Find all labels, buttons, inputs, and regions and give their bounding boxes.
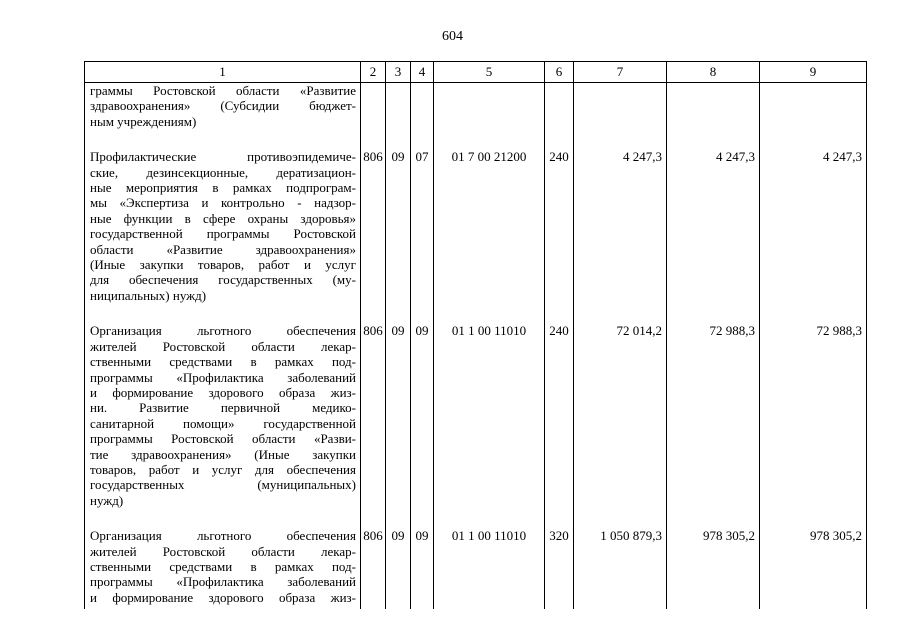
cell-ministry: 806 xyxy=(361,149,386,323)
description-line: товаров, работ и услуг для обеспечения xyxy=(90,461,356,477)
cell-expense-type xyxy=(545,83,574,150)
description-line: государственных (муниципальных) xyxy=(90,477,356,493)
table-row xyxy=(85,83,867,150)
cell-amount-3 xyxy=(760,83,867,150)
cell-section xyxy=(386,83,411,150)
description-line: жителей Ростовской области лекар- xyxy=(90,338,356,354)
cell-subsection xyxy=(411,83,434,150)
description-line: граммы Ростовской области «Развитие xyxy=(90,83,356,98)
cell-amount-2: 72 988,3 xyxy=(667,323,760,528)
cell-expense-type: 320 xyxy=(545,528,574,609)
cell-amount-2: 4 247,3 xyxy=(667,149,760,323)
description-line: Организация льготного обеспечения xyxy=(90,528,356,544)
description-line: тие здравоохранения» (Иные закупки xyxy=(90,446,356,462)
cell-ministry xyxy=(361,83,386,150)
description-line: ни. Развитие первичной медико- xyxy=(90,400,356,416)
table-row xyxy=(85,528,867,609)
header-col-5: 5 xyxy=(434,62,545,83)
cell-section: 09 xyxy=(386,149,411,323)
description-line: санитарной помощи» государственной xyxy=(90,415,356,431)
cell-amount-3: 978 305,2 xyxy=(760,528,867,609)
description-line: области «Развитие здравоохранения» xyxy=(90,241,356,257)
budget-table xyxy=(84,61,867,609)
description-line: Профилактические противоэпидемиче- xyxy=(90,149,356,165)
cell-target-code: 01 7 00 21200 xyxy=(434,149,545,323)
header-col-6: 6 xyxy=(545,62,574,83)
table-header xyxy=(85,62,867,83)
header-col-2: 2 xyxy=(361,62,386,83)
header-row xyxy=(85,62,867,83)
cell-amount-1 xyxy=(574,83,667,150)
description-line: здравоохранения» (Субсидии бюджет- xyxy=(90,98,356,114)
description-line: ниципальных) нужд) xyxy=(90,287,207,303)
cell-target-code: 01 1 00 11010 xyxy=(434,528,545,609)
cell-amount-1: 72 014,2 xyxy=(574,323,667,528)
description-line: государственной программы Ростовской xyxy=(90,226,356,242)
description-line: мы «Экспертиза и контрольно - надзор- xyxy=(90,195,356,211)
description-line: ным учреждениям) xyxy=(90,113,197,129)
description-line: ные функции в сфере охраны здоровья» xyxy=(90,210,356,226)
description-line: (Иные закупки товаров, работ и услуг xyxy=(90,257,356,273)
cell-section: 09 xyxy=(386,323,411,528)
header-col-3: 3 xyxy=(386,62,411,83)
description-line: программы «Профилактика заболеваний xyxy=(90,369,356,385)
cell-amount-3: 4 247,3 xyxy=(760,149,867,323)
page-number: 604 xyxy=(442,29,463,44)
row-description xyxy=(85,323,361,528)
description-line: ские, дезинсекционные, дератизацион- xyxy=(90,164,356,180)
header-col-1: 1 xyxy=(85,62,361,83)
cell-subsection: 07 xyxy=(411,149,434,323)
row-description xyxy=(85,149,361,323)
description-line: программы Ростовской области «Разви- xyxy=(90,431,356,447)
description-line: и формирование здорового образа жиз- xyxy=(90,384,356,400)
cell-amount-1: 1 050 879,3 xyxy=(574,528,667,609)
description-line: и формирование здорового образа жиз- xyxy=(90,589,356,605)
header-col-7: 7 xyxy=(574,62,667,83)
description-line: ные мероприятия в рамках подпрограм- xyxy=(90,180,356,196)
description-line: жителей Ростовской области лекар- xyxy=(90,543,356,559)
row-description xyxy=(85,528,361,609)
description-line: ственными средствами в рамках под- xyxy=(90,354,356,370)
header-col-9: 9 xyxy=(760,62,867,83)
description-line: программы «Профилактика заболеваний xyxy=(90,574,356,590)
cell-subsection: 09 xyxy=(411,323,434,528)
table-row xyxy=(85,149,867,323)
cell-subsection: 09 xyxy=(411,528,434,609)
description-line: ственными средствами в рамках под- xyxy=(90,558,356,574)
cell-ministry: 806 xyxy=(361,323,386,528)
cell-expense-type: 240 xyxy=(545,149,574,323)
cell-amount-1: 4 247,3 xyxy=(574,149,667,323)
cell-target-code: 01 1 00 11010 xyxy=(434,323,545,528)
cell-amount-3: 72 988,3 xyxy=(760,323,867,528)
cell-amount-2: 978 305,2 xyxy=(667,528,760,609)
cell-ministry: 806 xyxy=(361,528,386,609)
header-col-8: 8 xyxy=(667,62,760,83)
description-line: Организация льготного обеспечения xyxy=(90,323,356,339)
header-col-4: 4 xyxy=(411,62,434,83)
cell-target-code xyxy=(434,83,545,150)
cell-section: 09 xyxy=(386,528,411,609)
table-row xyxy=(85,323,867,528)
cell-amount-2 xyxy=(667,83,760,150)
cell-expense-type: 240 xyxy=(545,323,574,528)
description-line: для обеспечения государственных (му- xyxy=(90,272,356,288)
description-line: нужд) xyxy=(90,492,124,508)
row-description xyxy=(85,83,361,150)
